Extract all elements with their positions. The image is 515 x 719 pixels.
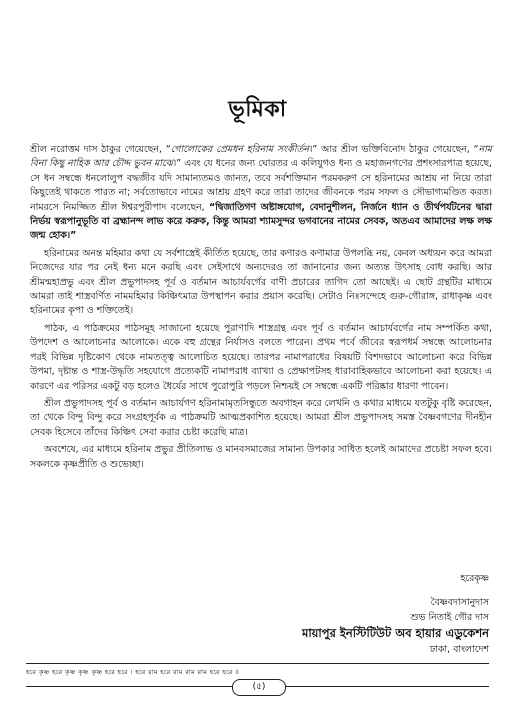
signature-institute: মায়াপুর ইনস্টিটিউট অব হায়ার এডুকেশন — [301, 626, 489, 640]
signature-name: শুভ নিতাই গৌর দাস — [410, 612, 489, 623]
signature-humble: বৈষ্ণবদাসানুদাস — [430, 597, 489, 608]
page-number: (৫) — [232, 679, 286, 696]
page-title: ভূমিকা — [228, 97, 287, 122]
signature-greeting: হরেকৃষ্ণ — [460, 573, 489, 584]
preface-body — [30, 143, 492, 475]
p1-text-a: শ্রীল নরোত্তম দাস ঠাকুর গেয়েছেন, “ — [30, 144, 171, 155]
paragraph-4: শ্রীল প্রভুপাদসহ পূর্ব ও বর্তমান আচার্যগণ হরিনামামৃতসিন্ধুতে অবগাহন করে লেখনি ও কথার মাধ্যমে যতটুকু বৃষ্টি করেছেন, তা থেকে বিন্দু বিন্দু করে সংগ্রহপূর্বক এ পাঠক্রমটি আত্মপ্রকাশিত হয়েছে। আমরা শ্রীল প্রভুপাদসহ সমস্ত বৈষ্ণবগণের দীনহীন সেবক হিসেবে তাঁদের কিঞ্চিৎ সেবা করার চেষ্টা করেছি মাত্র। — [30, 397, 492, 438]
p1-text-c: ।” এবং যে ধনের জন্য ঘোরতর এ কলিযুগও ধন্য ও মহাজনগণের প্রশংসারপাত্র হয়েছে, সে ধন সম্বন্ধে ধনলোলুপ বদ্ধজীব যদি সামান্যতমও জানত, তবে সর্বশক্তিমান পরমকরুণ সে হরিনামের আশ্রয় না নিয়ে তারা কিছুতেই থাকতে পারত না; সর্বতোভাবে নামের আশ্রয় গ্রহণ করে তারা তাদের জীবনকে পরম সফল ও সৌভাগ্যমণ্ডিত করত। নামরসে নিমজ্জিত শ্রীল ঈশ্বরপুরীপাদ বলেছেন, — [30, 158, 492, 213]
p1-quote-1: গোলোকের প্রেমধন হরিনাম সংকীর্তন — [170, 144, 310, 155]
paragraph-2: হরিনামের অনন্ত মহিমার কথা যে সর্বশাস্ত্রেই কীর্তিত হয়েছে, তার কণারও কণামাত্র উপলব্ধি নয়, কেবল অধ্যয়ন করে আমরা নিজেদের যার পর নেই ধন্য মনে করছি এবং সেইসাথে অন্যদেরও তা জানানোর জন্য অত্যন্ত উৎসাহ বোধ করছি। আর শ্রীমন্মহাপ্রভু এবং শ্রীল প্রভুপাদসহ পূর্ব ও বর্তমান আচার্যবর্গের বাণী প্রচারের তাগিদ তো আছেই। এ ছোট গ্রন্থটির মাধ্যমে আমরা তাই শাস্ত্রবর্ণিত নামমহিমার কিঞ্চিৎমাত্র উপস্থাপন করার প্রয়াস করেছি। সেটাও নিঃসন্দেহে গুরু-গৌরাঙ্গ, রাধাকৃষ্ণ এবং হরিনামের কৃপা ও শক্তিতেই। — [30, 247, 492, 317]
p1-quote-2: নাম বিনা কিছু নাহিক আর চৌদ্দ ভুবন মাঝে — [30, 144, 492, 170]
footer-rule-top — [26, 663, 489, 664]
p1-text-b: ।” আর শ্রীল ভক্তিবিনোদ ঠাকুর গেয়েছেন, “ — [309, 144, 479, 155]
paragraph-1 — [30, 143, 492, 244]
paragraph-5: অবশেষে, এর মাধ্যমে হরিনাম প্রভুর প্রীতিলাভ ও মানবসমাজের সামান্য উপকার সাধিত হলেই আমাদের প্রচেষ্টা সফল হবে। সকলকে কৃষ্ণপ্রীতি ও শুভেচ্ছা। — [30, 444, 492, 470]
signature-location: ঢাকা, বাংলাদেশ — [429, 644, 489, 655]
footer-mantra: হরে কৃষ্ণ হরে কৃষ্ণ কৃষ্ণ কৃষ্ণ হরে হরে । হরে রাম হরে রাম রাম রাম হরে হরে ॥ — [26, 668, 240, 676]
paragraph-3: পাঠক, এ পাঠক্রমের পাঠসমূহ সাজানো হয়েছে পুরাণাদি শাস্ত্রগ্রন্থ এবং পূর্ব ও বর্তমান আচার্যবর্গের নাম সম্পর্কিত কথা, উপদেশ ও আলোচনার আলোকে। একে বহু গ্রন্থের নির্যাসও বলতে পারেন। প্রথম পর্বে জীবের স্বরূপধর্ম সম্বন্ধে আলোচনার পরই বিভিন্ন দৃষ্টিকোণ থেকে নামতত্ত্ব আলোচিত হয়েছে। তারপর নামাপরাধের বিষয়টি বিশদভাবে আলোচনা করে বিভিন্ন উপমা, দৃষ্টান্ত ও শাস্ত্র-উদ্ধৃতি সহযোগে প্রত্যেকটি নামাপরাধ ব্যাখ্যা ও প্রেক্ষাপটসহ ধারাবাহিকভাবে আলোচনা করা হয়েছে। এ কারণে এর পরিসর একটু বড় হলেও ধৈর্যের সাথে পুরোপুরি পড়লে নিশ্চয়ই সে সম্বন্ধে একটি পরিষ্কার ধারণা পাবেন। — [30, 322, 492, 392]
p1-bold-quote: “দ্বিজাতিগণ অষ্টাঙ্গযোগ, বেদানুশীলন, নির্জনে ধ্যান ও তীর্থপর্যটনের দ্বারা নির্ভয় স্বরূপানুভূতি বা ব্রহ্মানন্দ লাভ করে করুক, কিন্তু আমরা শ্যামসুন্দর ভগবানের নামের সেবক, অতএব আমাদের লক্ষ লক্ষ জন্ম হোক।” — [30, 201, 492, 242]
